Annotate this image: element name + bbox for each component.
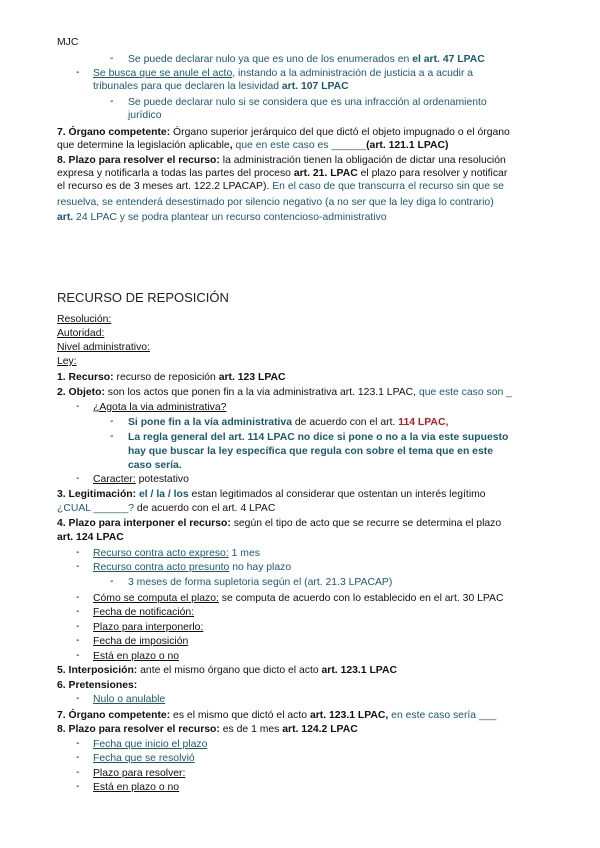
plazo-item-notificacion: Fecha de notificación: — [93, 607, 195, 618]
top-s7b: que determine la legislación aplicable, que en este caso es ______(art. 121.1 LPAC) — [57, 140, 449, 151]
agota-answer-b2: hay que buscar la ley específica que regula con sobre el tema que en este — [128, 446, 493, 457]
resolver-item-resolvio: Fecha que se resolvió — [93, 753, 195, 764]
top-l3a: Se puede declarar nulo si se considera que es una infracción al ordenamiento — [128, 97, 487, 108]
bullet-dash: - — [110, 416, 114, 427]
point-3-legitimacion: 3. Legitimación: el / la / los estan legitimados al considerar que ostentan un interés legítimo — [57, 489, 486, 500]
bullet-dash: - — [110, 431, 114, 442]
field-ley: Ley: — [57, 356, 77, 367]
top-l2b: tribunales para que declaren la lesividad art. 107 LPAC — [93, 81, 349, 92]
top-s8c: el recurso es de 3 meses art. 122.2 LPACAP). En el caso de que transcurra el recurso sin que se — [57, 181, 504, 192]
field-autoridad: Autoridad: — [57, 328, 105, 339]
bullet-dash: - — [76, 592, 80, 603]
top-l1: Se puede declarar nulo ya que es uno de los enumerados en el art. 47 LPAC — [128, 54, 485, 65]
point-4-article: art. 124 LPAC — [57, 532, 124, 543]
bullet-dash: - — [110, 96, 114, 107]
bullet-dash: - — [76, 561, 80, 572]
point-2-objeto: 2. Objeto: son los actos que ponen fin a la via administrativa art. 123.1 LPAC, que este caso son _ — [57, 387, 512, 398]
plazo-item-computo: Cómo se computa el plazo: se computa de acuerdo con lo establecido en el art. 30 LPAC — [93, 593, 504, 604]
plazo-item-supletoria: 3 meses de forma supletoria según el (art. 21.3 LPACAP) — [128, 577, 393, 588]
bullet-dash: - — [76, 401, 80, 412]
plazo-item-en-plazo: Está en plazo o no — [93, 651, 180, 662]
top-s8d: resuelva, se entenderá desestimado por silencio negativo (a no ser que la ley diga lo contrario) — [57, 197, 494, 208]
point-4-plazo-interponer: 4. Plazo para interponer el recurso: según el tipo de acto que se recurre se determina el plazo — [57, 518, 502, 529]
top-s8a: 8. Plazo para resolver el recurso: la administración tienen la obligación de dictar una resolución — [57, 155, 506, 166]
top-l2a: Se busca que se anule el acto, instando a la administración de justicia a a acudir a — [93, 68, 474, 79]
point-8-plazo-resolver: 8. Plazo para resolver el recurso: es de 1 mes art. 124.2 LPAC — [57, 724, 358, 735]
bullet-dash: - — [76, 621, 80, 632]
agota-answer-b3: caso sería. — [128, 460, 182, 471]
agota-via-question: ¿Agota la via administrativa? — [93, 402, 227, 413]
resolver-item-plazo: Plazo para resolver: — [93, 768, 186, 779]
agota-answer-a: Si pone fin a la vía administrativa de acuerdo con el art. 114 LPAC, — [128, 417, 449, 428]
bullet-dash: - — [76, 547, 80, 558]
pretension-nulo-anulable: Nulo o anulable — [93, 694, 166, 705]
bullet-dash: - — [76, 635, 80, 646]
bullet-dash: - — [110, 53, 114, 64]
resolver-item-inicio: Fecha que inicio el plazo — [93, 739, 208, 750]
field-resolucion: Resolución: — [57, 314, 112, 325]
bullet-dash: - — [76, 693, 80, 704]
bullet-dash: - — [76, 473, 80, 484]
point-6-pretensiones: 6. Pretensiones: — [57, 680, 138, 691]
plazo-item-presunto: Recurso contra acto presunto no hay plazo — [93, 562, 292, 573]
plazo-item-expreso: Recurso contra acto expreso: 1 mes — [93, 548, 260, 559]
field-nivel-administrativo: Nivel administrativo: — [57, 342, 150, 353]
top-s8b: expresa y notificarla a todas las partes del proceso art. 21. LPAC el plazo para resolver y notificar — [57, 168, 508, 179]
section-title: RECURSO DE REPOSICIÓN — [57, 290, 229, 305]
point-3-legitimacion-cont: ¿CUAL ______? de acuerdo con el art. 4 LPAC — [57, 503, 276, 514]
point-7-organo-competente: 7. Órgano competente: es el mismo que dictó el acto art. 123.1 LPAC, en este caso sería ___ — [57, 710, 497, 721]
top-s8e: art. 24 LPAC y se podra plantear un recurso contencioso-administrativo — [57, 212, 387, 223]
bullet-dash: - — [110, 576, 114, 587]
resolver-item-en-plazo: Está en plazo o no — [93, 782, 180, 793]
point-5-interposicion: 5. Interposición: ante el mismo órgano que dicto el acto art. 123.1 LPAC — [57, 665, 397, 676]
bullet-dash: - — [76, 767, 80, 778]
point-1-recurso: 1. Recurso: recurso de reposición art. 123 LPAC — [57, 372, 286, 383]
bullet-dash: - — [76, 738, 80, 749]
plazo-item-imposicion: Fecha de imposición — [93, 636, 189, 647]
top-s7a: 7. Órgano competente: Órgano superior jerárquico del que dictó el objeto impugnado o el órgano — [57, 127, 510, 138]
bullet-dash: - — [76, 650, 80, 661]
agota-answer-b1: La regla general del art. 114 LPAC no dice si pone o no a la via este supuesto — [128, 432, 509, 443]
header-initials: MJC — [57, 37, 79, 48]
plazo-item-interponer: Plazo para interponerlo: — [93, 622, 204, 633]
top-l3b: jurídico — [128, 110, 162, 121]
bullet-dash: - — [76, 67, 80, 78]
caracter: Caracter: potestativo — [93, 474, 189, 485]
bullet-dash: - — [76, 781, 80, 792]
bullet-dash: - — [76, 752, 80, 763]
bullet-dash: - — [76, 606, 80, 617]
